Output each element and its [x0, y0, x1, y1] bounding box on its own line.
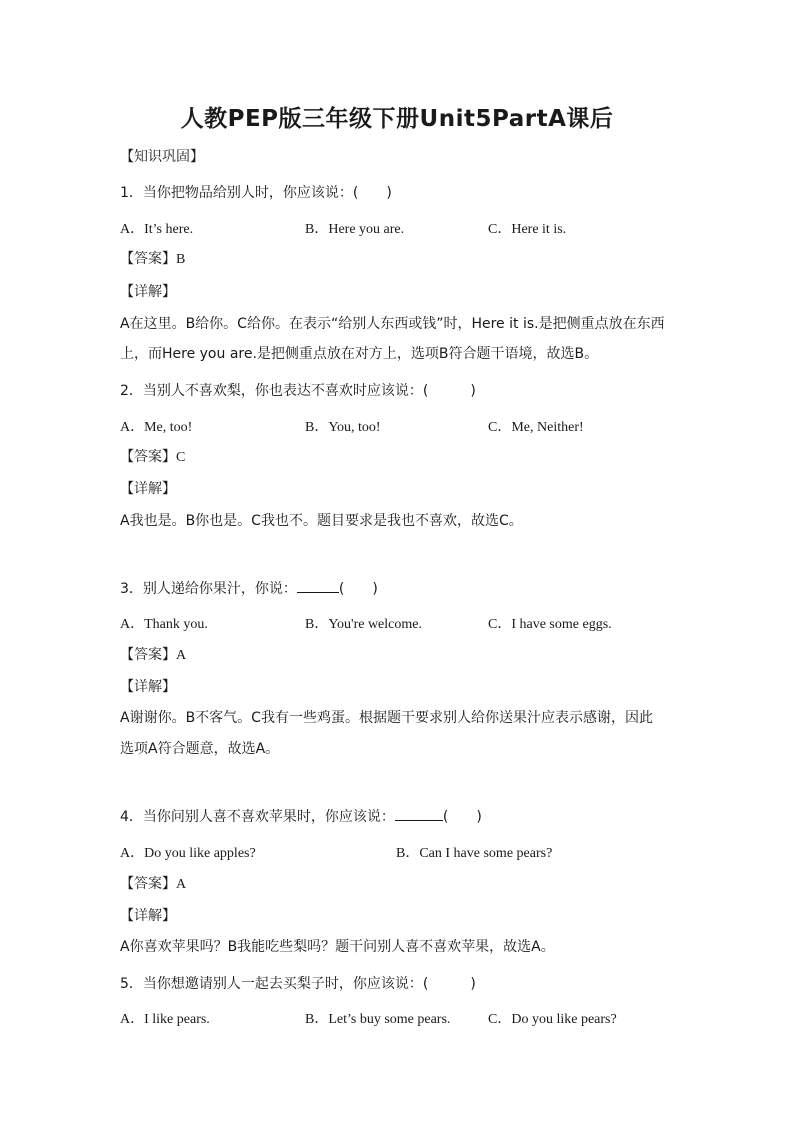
- question-1-answer: [120, 248, 185, 268]
- question-3-detail-line-2: 选项A符合题意，故选A。: [120, 741, 280, 757]
- question-2-answer: [120, 446, 185, 466]
- question-4-stem-text: 4．当你问别人喜不喜欢苹果时，你应该说：: [120, 809, 395, 825]
- answer-value: A: [176, 877, 187, 892]
- document-title: 人教PEP版三年级下册Unit5PartA课后: [180, 106, 614, 132]
- question-2-detail-label: 【详解】: [120, 481, 176, 497]
- question-5-option-c: C．Do you like pears?: [488, 1012, 617, 1027]
- answer-label: 【答案】: [120, 647, 176, 663]
- question-2-option-b: B．You, too!: [305, 420, 381, 435]
- question-3-answer: [120, 644, 186, 664]
- answer-value: B: [176, 252, 186, 267]
- question-4-detail-label: 【详解】: [120, 908, 176, 924]
- question-4-stem-paren: ( ): [442, 809, 482, 825]
- question-3-option-a: A．Thank you.: [120, 617, 208, 632]
- question-3-stem: [120, 578, 378, 598]
- question-1-detail-line-1: A在这里。B给你。C给你。在表示“给别人东西或钱”时，Here it is.是把侧重点放在东西: [120, 316, 665, 332]
- question-4-answer: [120, 873, 186, 893]
- question-3-option-b: B．You're welcome.: [305, 617, 422, 632]
- question-2-detail-line-1: A我也是。B你也是。C我也不。题目要求是我也不喜欢，故选C。: [120, 513, 523, 529]
- question-4-stem: [120, 806, 482, 826]
- question-3-stem-text: 3．别人递给你果汁，你说：: [120, 581, 297, 597]
- question-5-option-b: B．Let’s buy some pears.: [305, 1012, 451, 1027]
- question-4-option-a: A．Do you like apples?: [120, 846, 256, 861]
- question-1-option-a: A．It’s here.: [120, 222, 194, 237]
- answer-label: 【答案】: [120, 251, 176, 267]
- answer-label: 【答案】: [120, 876, 176, 892]
- answer-blank: [297, 580, 339, 593]
- question-3-option-c: C．I have some eggs.: [488, 617, 612, 632]
- question-2-option-c: C．Me, Neither!: [488, 420, 584, 435]
- section-heading: 【知识巩固】: [120, 149, 204, 165]
- question-3-stem-paren: ( ): [338, 581, 378, 597]
- answer-blank: [395, 808, 443, 821]
- question-1-detail-label: 【详解】: [120, 284, 176, 300]
- question-3-detail-label: 【详解】: [120, 679, 176, 695]
- question-4-option-b: B．Can I have some pears?: [396, 846, 553, 861]
- answer-value: C: [176, 450, 186, 465]
- question-5-stem: 5．当你想邀请别人一起去买梨子时，你应该说：( ): [120, 976, 476, 992]
- question-1-detail-line-2: 上，而Here you are.是把侧重点放在对方上，选项B符合题干语境，故选B。: [120, 346, 599, 362]
- question-2-stem: 2．当别人不喜欢梨，你也表达不喜欢时应该说：( ): [120, 383, 476, 399]
- question-1-option-c: C．Here it is.: [488, 222, 567, 237]
- question-2-option-a: A．Me, too!: [120, 420, 193, 435]
- question-1-stem: 1．当你把物品给别人时，你应该说：( ): [120, 185, 392, 201]
- question-4-detail-line-1: A你喜欢苹果吗？B我能吃些梨吗？题干问别人喜不喜欢苹果，故选A。: [120, 939, 555, 955]
- answer-label: 【答案】: [120, 449, 176, 465]
- question-5-option-a: A．I like pears.: [120, 1012, 210, 1027]
- answer-value: A: [176, 648, 187, 663]
- question-3-detail-line-1: A谢谢你。B不客气。C我有一些鸡蛋。根据题干要求别人给你送果汁应表示感谢，因此: [120, 710, 653, 726]
- question-1-option-b: B．Here you are.: [305, 222, 405, 237]
